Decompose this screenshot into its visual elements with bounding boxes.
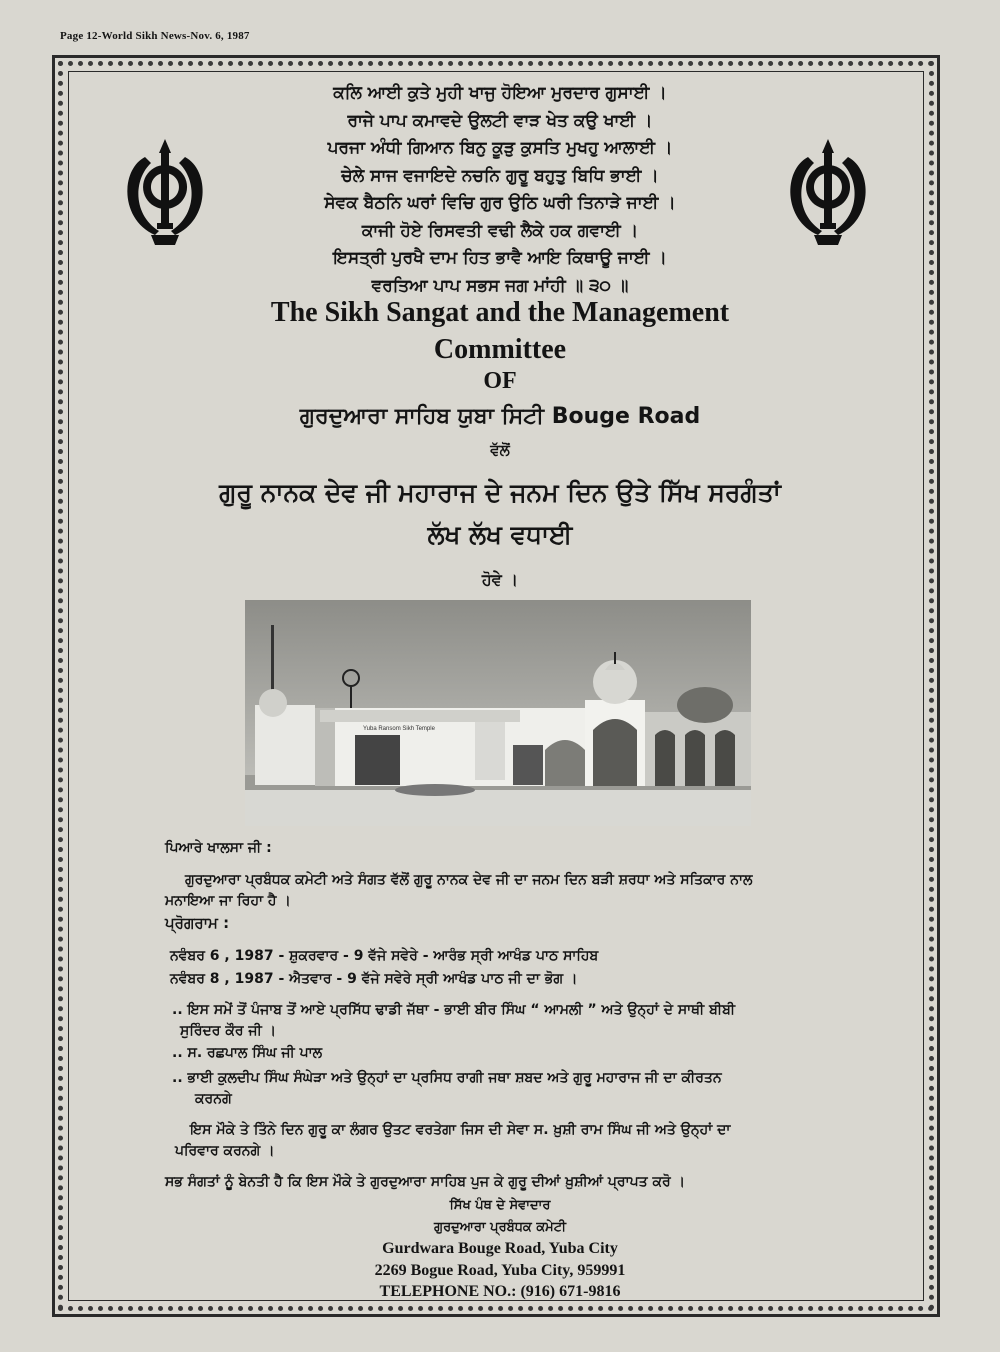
- page-header: Page 12-World Sikh News-Nov. 6, 1987: [60, 30, 250, 42]
- title-line-1: The Sikh Sangat and the Management: [270, 297, 730, 328]
- greeting-wishes: ਲੱਖ ਲੱਖ ਵਧਾਈ: [427, 520, 573, 549]
- verse-line: ਕਲਿ ਆਈ ਕੁਤੇ ਮੁਹੀ ਖਾਜੁ ਹੋਇਆ ਮੁਰਦਾਰ ਗੁਸਾਈ ।: [333, 83, 667, 103]
- program-item-3b: ਕਰਨਗੇ: [195, 1091, 232, 1107]
- gurdwara-photo: [245, 600, 751, 826]
- footer-telephone: TELEPHONE NO.: (916) 671-9816: [379, 1283, 621, 1300]
- gurbani-verse: [230, 80, 770, 300]
- gurdwara-name: ਗੁਰਦੁਆਰਾ ਸਾਹਿਬ ਯੁਬਾ ਸਿਟੀ Bouge Road: [299, 404, 701, 429]
- title-of: OF: [483, 368, 517, 394]
- verse-line: ਕਾਜੀ ਹੋਏ ਰਿਸਵਤੀ ਵਢੀ ਲੈਕੇ ਹਕ ਗਵਾਈ ।: [361, 220, 639, 241]
- program-item-3: .. ਭਾਈ ਕੁਲਦੀਪ ਸਿੰਘ ਸੰਘੇੜਾ ਅਤੇ ਉਨ੍ਹਾਂ ਦਾ ਪ੍ਰਸਿਧ ਰਾਗੀ ਜਥਾ ਸ਼ਬਦ ਅਤੇ ਗੁਰੂ ਮਹਾਰਾਜ ਜੀ ਦਾ ਕੀਰਤਨ: [172, 1070, 722, 1086]
- program-item-1: .. ਇਸ ਸਮੇਂ ਤੋਂ ਪੰਜਾਬ ਤੋਂ ਆਏ ਪ੍ਰਸਿੱਧ ਢਾਡੀ ਜੱਥਾ - ਭਾਈ ਬੀਰ ਸਿੰਘ “ ਆਮਲੀ ” ਅਤੇ ਉਨ੍ਹਾਂ ਦੇ ਸਾਥੀ ਬੀਬੀ: [172, 1002, 736, 1018]
- intro-text-2: ਮਨਾਇਆ ਜਾ ਰਿਹਾ ਹੈ ।: [165, 893, 291, 909]
- program-heading: ਪ੍ਰੋਗਰਾਮ :: [165, 914, 230, 932]
- langar-text: ਇਸ ਮੌਕੇ ਤੇ ਤਿੰਨੇ ਦਿਨ ਗੁਰੂ ਕਾ ਲੰਗਰ ਉਤਟ ਵਰਤੇਗਾ ਜਿਸ ਦੀ ਸੇਵਾ ਸ. ਖ਼ੁਸ਼ੀ ਰਾਮ ਸਿੰਘ ਜੀ ਅਤੇ ਉਨ੍ਹਾਂ ਦਾ: [190, 1122, 731, 1138]
- signature-line-1: ਸਿੱਖ ਪੰਥ ਦੇ ਸੇਵਾਦਾਰ: [449, 1198, 551, 1213]
- verse-line: ਵਰਤਿਆ ਪਾਪ ਸਭਸ ਜਗ ਮਾਂਹੀ ॥ ੩੦ ॥: [371, 275, 629, 296]
- khanda-icon: [778, 135, 878, 260]
- khanda-icon: [115, 135, 215, 260]
- program-item-2: .. ਸ. ਰਛਪਾਲ ਸਿੰਘ ਜੀ ਪਾਲ: [172, 1045, 323, 1061]
- verse-line: ਸੇਵਕ ਬੈਠਨਿ ਘਰਾਂ ਵਿਚਿ ਗੁਰ ਉਠਿ ਘਰੀ ਤਿਨਾੜੇ ਜਾਈ ।: [324, 193, 676, 213]
- program-line-1: ਨਵੰਬਰ 6 , 1987 - ਸ਼ੁਕਰਵਾਰ - 9 ਵੱਜੇ ਸਵੇਰੇ - ਆਰੰਭ ਸ੍ਰੀ ਆਖੰਡ ਪਾਠ ਸਾਹਿਬ: [170, 948, 599, 964]
- salutation: ਪਿਆਰੇ ਖਾਲਸਾ ਜੀ :: [165, 840, 272, 856]
- verse-line: ਰਾਜੇ ਪਾਪ ਕਮਾਵਦੇ ਉਲਟੀ ਵਾੜ ਖੇਤ ਕਉ ਖਾਈ ।: [347, 110, 653, 131]
- langar-text-2: ਪਰਿਵਾਰ ਕਰਨਗੇ ।: [175, 1143, 275, 1159]
- title-vallon: ਵੱਲੋਂ: [490, 441, 510, 459]
- verse-line: ਚੇਲੇ ਸਾਜ ਵਜਾਇਦੇ ਨਚਨਿ ਗੁਰੂ ਬਹੁਤੁ ਬਿਧਿ ਭਾਈ ।: [341, 165, 659, 186]
- program-item-1b: ਸੁਰਿੰਦਰ ਕੌਰ ਜੀ ।: [180, 1023, 277, 1039]
- intro-text: ਗੁਰਦੁਆਰਾ ਪ੍ਰਬੰਧਕ ਕਮੇਟੀ ਅਤੇ ਸੰਗਤ ਵੱਲੋਂ ਗੁਰੂ ਨਾਨਕ ਦੇਵ ਜੀ ਦਾ ਜਨਮ ਦਿਨ ਬੜੀ ਸ਼ਰਧਾ ਅਤੇ ਸਤਿਕਾਰ ਨਾਲ: [185, 872, 753, 888]
- greeting-hove: ਹੋਵੇ ।: [481, 570, 519, 589]
- verse-line: ਇਸਤ੍ਰੀ ਪੁਰਖੈ ਦਾਮ ਹਿਤ ਭਾਵੈ ਆਇ ਕਿਥਾਊ ਜਾਈ ।: [333, 248, 667, 268]
- title-line-2: Committee: [433, 334, 567, 365]
- request-text: ਸਭ ਸੰਗਤਾਂ ਨੂੰ ਬੇਨਤੀ ਹੈ ਕਿ ਇਸ ਮੌਕੇ ਤੇ ਗੁਰਦੁਆਰਾ ਸਾਹਿਬ ਪੁਜ ਕੇ ਗੁਰੂ ਦੀਆਂ ਖ਼ੁਸ਼ੀਆਂ ਪ੍ਰਾਪਤ ਕਰੋ ।: [165, 1174, 686, 1190]
- temple-sign: Yuba Ransom Sikh Temple: [363, 726, 435, 732]
- footer-gurdwara: Gurdwara Bouge Road, Yuba City: [382, 1240, 618, 1257]
- footer-address: 2269 Bogue Road, Yuba City, 959991: [374, 1262, 626, 1279]
- greeting-headline: ਗੁਰੂ ਨਾਨਕ ਦੇਵ ਜੀ ਮਹਾਰਾਜ ਦੇ ਜਨਮ ਦਿਨ ਉਤੇ ਸਿੱਖ ਸਰਗੰਤਾਂ: [219, 478, 781, 507]
- signature-line-2: ਗੁਰਦੁਆਰਾ ਪ੍ਰਬੰਧਕ ਕਮੇਟੀ: [434, 1220, 566, 1235]
- program-line-2: ਨਵੰਬਰ 8 , 1987 - ਐਤਵਾਰ - 9 ਵੱਜੇ ਸਵੇਰੇ ਸ੍ਰੀ ਆਖੰਡ ਪਾਠ ਜੀ ਦਾ ਭੋਗ ।: [170, 971, 578, 987]
- verse-line: ਪਰਜਾ ਅੰਧੀ ਗਿਆਨ ਬਿਨੁ ਕੂੜੁ ਕੁਸਤਿ ਮੁਖਹੁ ਆਲਾਈ ।: [327, 138, 673, 158]
